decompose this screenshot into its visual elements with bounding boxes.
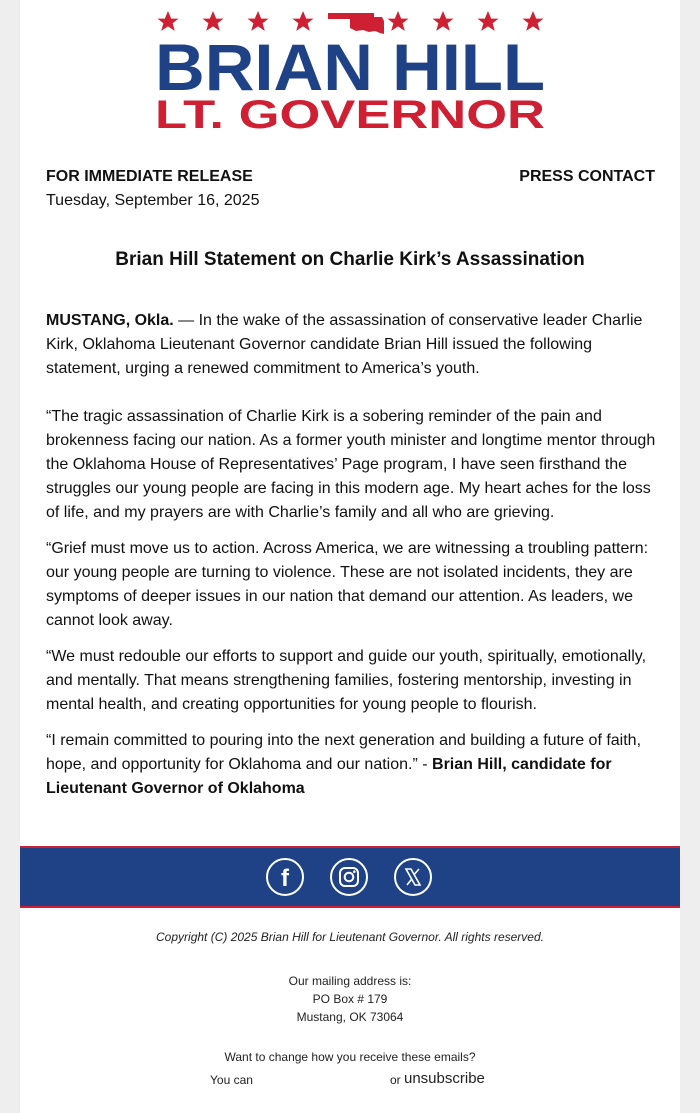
email-page bbox=[20, 0, 680, 1113]
unsubscribe-link[interactable]: unsubscribe bbox=[404, 1070, 485, 1087]
logo-graphic bbox=[20, 0, 680, 145]
you-can-text: You can bbox=[210, 1073, 253, 1087]
x-glyph bbox=[396, 860, 430, 894]
closing-text: “I remain committed to pouring into the next generation and building a future of faith, hope, and opportunity for Oklahoma and our nation.” - bbox=[46, 732, 642, 773]
release-label: FOR IMMEDIATE RELEASE bbox=[46, 168, 253, 185]
campaign-logo bbox=[20, 0, 680, 145]
press-headline: Brian Hill Statement on Charlie Kirk’s Assassination bbox=[115, 249, 585, 270]
x-icon[interactable] bbox=[394, 858, 432, 896]
social-bar bbox=[20, 846, 680, 908]
press-body bbox=[46, 309, 658, 813]
release-date: Tuesday, September 16, 2025 bbox=[46, 192, 260, 209]
preferences-prompt: Want to change how you receive these emails? bbox=[224, 1050, 476, 1064]
svg-text:f: f bbox=[281, 865, 289, 892]
email-footer bbox=[20, 930, 680, 1092]
star-icon bbox=[433, 11, 454, 31]
preferences-links bbox=[20, 1070, 680, 1092]
star-icon bbox=[158, 11, 179, 31]
mailing-address bbox=[20, 972, 680, 1026]
attribution: Brian Hill, candidate for Lieutenant Governor of Oklahoma bbox=[46, 756, 612, 797]
copyright-text: Copyright (C) 2025 Brian Hill for Lieutenant Governor. All rights reserved. bbox=[156, 930, 544, 944]
star-icon bbox=[248, 11, 269, 31]
facebook-icon[interactable] bbox=[266, 858, 304, 896]
quote-paragraph: “The tragic assassination of Charlie Kirk is a sobering reminder of the pain and brokenness facing our nation. As a former youth minister and longtime mentor through the Oklahoma House of Representatives’ Page program, I have seen firsthand the struggles our young people are facing in this modern age. My heart aches for the loss of life, and my prayers are with Charlie’s family and all who are grieving. bbox=[46, 408, 656, 521]
dateline: MUSTANG, Okla. bbox=[46, 312, 174, 329]
intro-text: — In the wake of the assassination of conservative leader Charlie Kirk, Oklahoma Lieutenant Governor candidate Brian Hill issued the following statement, urging a renewed commitment to America’s youth. bbox=[46, 312, 643, 377]
star-icon bbox=[203, 11, 224, 31]
closing-paragraph bbox=[46, 729, 658, 801]
press-contact: PRESS CONTACT bbox=[519, 168, 655, 185]
star-icon bbox=[478, 11, 499, 31]
quote-paragraph: “Grief must move us to action. Across America, we are witnessing a troubling pattern: our young people are turning to violence. These are not isolated incidents, they are symptoms of deeper issues in our nation that demand our attention. As leaders, we cannot look away. bbox=[46, 540, 649, 629]
release-header bbox=[46, 168, 655, 210]
facebook-glyph bbox=[268, 860, 302, 894]
quote-paragraph: “We must redouble our efforts to support and guide our youth, spiritually, emotionally, and mentally. That means strengthening families, fostering mentorship, investing in mental health, and creating opportunities for young people to flourish. bbox=[46, 648, 647, 713]
star-icon bbox=[523, 11, 544, 31]
address-line: PO Box # 179 bbox=[312, 992, 388, 1006]
address-line: Mustang, OK 73064 bbox=[296, 1010, 404, 1024]
instagram-icon[interactable] bbox=[330, 858, 368, 896]
intro-paragraph bbox=[46, 309, 658, 381]
or-text: or bbox=[390, 1073, 401, 1087]
star-icon bbox=[388, 11, 409, 31]
logo-name: BRIAN HILL bbox=[155, 30, 545, 104]
address-label: Our mailing address is: bbox=[288, 974, 412, 988]
instagram-glyph bbox=[332, 860, 366, 894]
star-icon bbox=[293, 11, 314, 31]
logo-office: LT. GOVERNOR bbox=[155, 93, 546, 137]
